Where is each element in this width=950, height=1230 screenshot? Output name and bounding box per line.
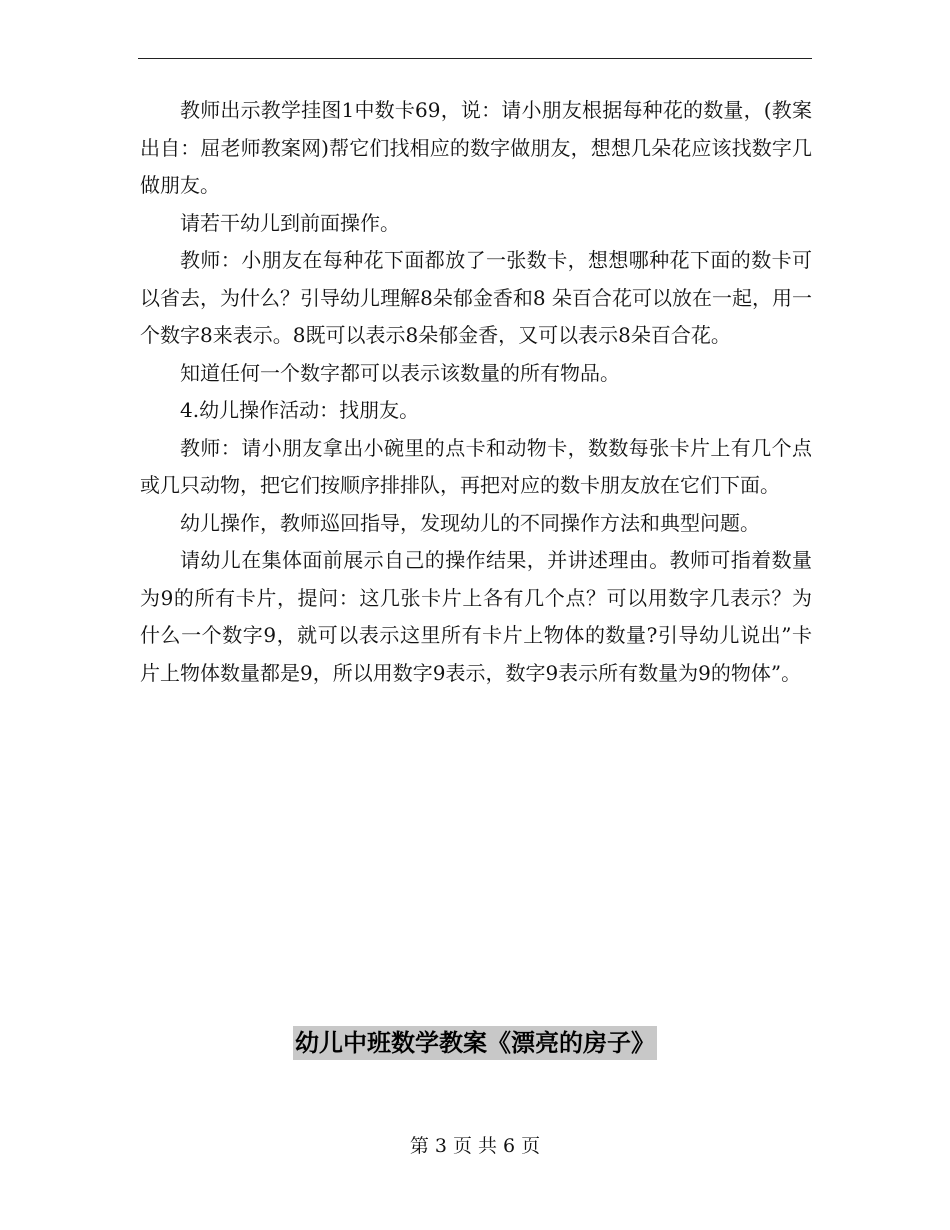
paragraph-6: 教师：请小朋友拿出小碗里的点卡和动物卡，数数每张卡片上有几个点或几只动物，把它们按顺序排排队，再把对应的数卡朋友放在它们下面。 <box>140 435 812 497</box>
document-body <box>140 92 812 692</box>
paragraph-3: 教师：小朋友在每种花下面都放了一张数卡，想想哪种花下面的数卡可以省去，为什么？引导幼儿理解8朵郁金香和8 朵百合花可以放在一起，用一个数字8来表示。8既可以表示8朵郁金香，又可以表示8朵百合花。 <box>140 248 812 347</box>
paragraph-2: 请若干幼儿到前面操作。 <box>180 210 400 235</box>
next-section-title: 幼儿中班数学教案《漂亮的房子》 <box>293 1026 657 1060</box>
paragraph-1: 教师出示教学挂图1中数卡69，说：请小朋友根据每种花的数量，(教案出自：屈老师教案网)帮它们找相应的数字做朋友，想想几朵花应该找数字几做朋友。 <box>140 98 812 197</box>
header-rule <box>138 58 812 59</box>
paragraph-7: 幼儿操作，教师巡回指导，发现幼儿的不同操作方法和典型问题。 <box>180 510 760 535</box>
page-footer: 第 3 页 共 6 页 <box>409 1135 541 1157</box>
paragraph-8: 请幼儿在集体面前展示自己的操作结果，并讲述理由。教师可指着数量为9的所有卡片，提问：这几张卡片上各有几个点？可以用数字几表示？为什么一个数字9，就可以表示这里所有卡片上物体的数量?引导幼儿说出”卡片上物体数量都是9，所以用数字9表示，数字9表示所有数量为9的物体”。 <box>140 548 812 685</box>
paragraph-4: 知道任何一个数字都可以表示该数量的所有物品。 <box>180 360 620 385</box>
next-section-title-wrap <box>0 1026 950 1060</box>
paragraph-5: 4.幼儿操作活动：找朋友。 <box>180 398 420 422</box>
